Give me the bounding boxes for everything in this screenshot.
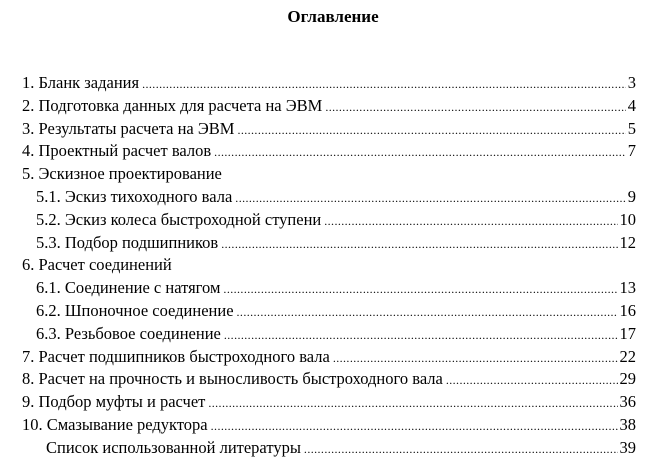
dot-leader — [142, 73, 626, 96]
toc-entry-label: 9. Подбор муфты и расчет — [22, 392, 206, 412]
toc-entry[interactable] — [22, 95, 636, 118]
toc-entry-page: 4 — [627, 95, 636, 115]
dot-leader — [211, 415, 618, 438]
toc-section-heading[interactable] — [22, 163, 636, 186]
toc-entry-page: 5 — [627, 118, 636, 138]
table-of-contents — [22, 72, 636, 460]
toc-entry-label: 6.3. Резьбовое соединение — [36, 323, 221, 343]
toc-entry-page: 9 — [627, 186, 636, 206]
dot-leader — [208, 392, 617, 415]
toc-entry-label: Список использованной литературы — [46, 437, 301, 457]
toc-entry-page: 7 — [627, 141, 636, 161]
toc-entry-page: 36 — [619, 392, 636, 412]
dot-leader — [235, 187, 625, 210]
toc-entry[interactable] — [22, 140, 636, 163]
toc-entry-label: 3. Результаты расчета на ЭВМ — [22, 118, 235, 138]
toc-entry[interactable] — [22, 72, 636, 95]
toc-entry[interactable] — [22, 209, 636, 232]
toc-entry[interactable] — [22, 391, 636, 414]
toc-entry-page: 38 — [619, 414, 636, 434]
dot-leader — [324, 210, 617, 233]
toc-entry[interactable] — [22, 368, 636, 391]
toc-entry-label: 8. Расчет на прочность и выносливость быстроходного вала — [22, 369, 443, 389]
dot-leader — [237, 301, 618, 324]
toc-entry-label: 5. Эскизное проектирование — [22, 164, 222, 184]
toc-entry[interactable] — [22, 346, 636, 369]
dot-leader — [221, 233, 617, 256]
toc-entry-label: 10. Смазывание редуктора — [22, 414, 208, 434]
toc-entry[interactable] — [22, 277, 636, 300]
toc-entry-label: 7. Расчет подшипников быстроходного вала — [22, 346, 330, 366]
toc-entry-label: 1. Бланк задания — [22, 73, 140, 92]
toc-entry-page: 3 — [627, 73, 636, 92]
dot-leader — [237, 119, 625, 142]
toc-entry-page: 16 — [619, 300, 636, 320]
dot-leader — [223, 278, 617, 301]
toc-entry-label: 4. Проектный расчет валов — [22, 141, 212, 161]
toc-entry-label: 5.2. Эскиз колеса быстроходной ступени — [36, 209, 322, 229]
toc-entry-page: 29 — [619, 369, 636, 389]
toc-entry[interactable] — [22, 437, 636, 460]
toc-entry[interactable] — [22, 414, 636, 437]
toc-entry-label: 6.2. Шпоночное соединение — [36, 300, 234, 320]
toc-entry-label: 5.3. Подбор подшипников — [36, 232, 219, 252]
dot-leader — [224, 324, 618, 347]
dot-leader — [446, 369, 618, 392]
toc-entry-label: 6.1. Соединение с натягом — [36, 278, 221, 298]
toc-entry-page: 13 — [619, 278, 636, 298]
toc-entry[interactable] — [22, 232, 636, 255]
toc-entry-page: 17 — [619, 323, 636, 343]
dot-leader — [214, 141, 626, 164]
toc-entry-page: 22 — [619, 346, 636, 366]
toc-entry-page: 39 — [619, 437, 636, 457]
toc-entry-page: 12 — [619, 232, 636, 252]
toc-entry[interactable] — [22, 300, 636, 323]
toc-section-heading[interactable] — [22, 254, 636, 277]
toc-entry-label: 2. Подготовка данных для расчета на ЭВМ — [22, 95, 323, 115]
toc-entry[interactable] — [22, 186, 636, 209]
toc-entry-label: 6. Расчет соединений — [22, 255, 172, 275]
toc-entry-page: 10 — [619, 209, 636, 229]
dot-leader — [325, 96, 625, 119]
page-title: Оглавление — [287, 7, 379, 26]
toc-entry[interactable] — [22, 118, 636, 141]
toc-entry-label: 5.1. Эскиз тихоходного вала — [36, 186, 233, 206]
toc-entry[interactable] — [22, 323, 636, 346]
dot-leader — [304, 438, 618, 461]
dot-leader — [333, 347, 618, 370]
